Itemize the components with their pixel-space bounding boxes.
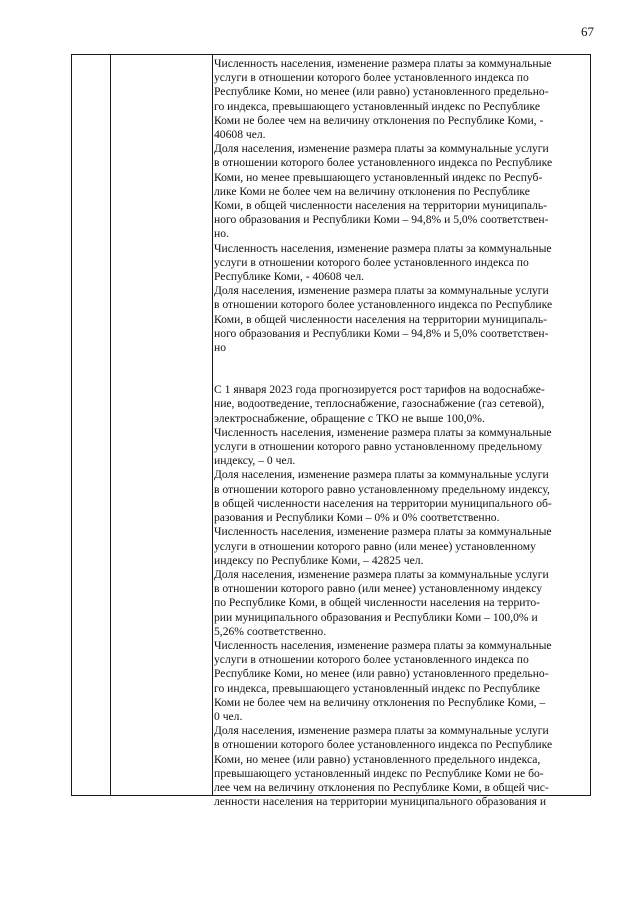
paragraph-spacer (214, 355, 586, 383)
text-line: Республике Коми, - 40608 чел. (214, 270, 365, 284)
paragraph-population-count (214, 242, 586, 285)
text-line: в общей численности населения на территории муниципального об- (214, 496, 552, 510)
text-line: в отношении которого более установленного индекса по Республике (214, 156, 553, 170)
page-number: 67 (581, 24, 594, 39)
paragraph-population-count (214, 57, 586, 142)
text-line: Численность населения, изменение размера платы за коммунальные (214, 425, 552, 439)
text-line: услуги в отношении которого более установленного индекса по (214, 71, 529, 85)
text-line: лике Коми не более чем на величину отклонения по Республике (214, 184, 530, 198)
text-line: 5,26% соответственно. (214, 624, 327, 638)
text-line: в отношении которого более установленного индекса по Республике (214, 738, 553, 752)
text-line: Доля населения, изменение размера платы за коммунальные услуги (214, 567, 549, 581)
text-line: 40608 чел. (214, 128, 266, 142)
text-line: индексу по Республике Коми, – 42825 чел. (214, 553, 424, 567)
text-line: услуги в отношении которого более установленного индекса по (214, 255, 529, 269)
text-line: лее чем на величину отклонения по Республике Коми, в общей чис- (214, 780, 549, 794)
text-line: ного образования и Республики Коми – 94,8% и 5,0% соответствен- (214, 326, 549, 340)
paragraph-population-count (214, 426, 586, 469)
text-line: услуги в отношении которого равно (или менее) установленному (214, 539, 536, 553)
text-line: услуги в отношении которого равно установленному предельному (214, 440, 543, 454)
text-line: С 1 января 2023 года прогнозируется рост тарифов на водоснабже- (214, 383, 545, 397)
text-line: услуги в отношении которого более установленного индекса по (214, 653, 529, 667)
text-line: в отношении которого равно (или менее) установленному индексу (214, 582, 542, 596)
text-line: превышающего установленный индекс по Республике Коми не бо- (214, 766, 544, 780)
text-line: Доля населения, изменение размера платы за коммунальные услуги (214, 468, 549, 482)
text-line: Численность населения, изменение размера платы за коммунальные (214, 57, 552, 70)
text-line: Численность населения, изменение размера платы за коммунальные (214, 241, 552, 255)
text-line: Коми, но менее превышающего установленный индекс по Респуб- (214, 170, 543, 184)
text-line: разования и Республики Коми – 0% и 0% соответственно. (214, 511, 500, 525)
column-divider-1 (110, 55, 111, 795)
text-line: Численность населения, изменение размера платы за коммунальные (214, 525, 552, 539)
table-cell-text (214, 57, 586, 809)
column-divider-2 (212, 55, 213, 795)
text-line: Коми, в общей численности населения на территории муниципаль- (214, 312, 548, 326)
text-line: Коми не более чем на величину отклонения по Республике Коми, – (214, 695, 546, 709)
paragraph-population-count (214, 639, 586, 724)
text-line: индексу, – 0 чел. (214, 454, 296, 468)
text-line: ленности населения на территории муниципального образования и (214, 795, 547, 809)
text-line: го индекса, превышающего установленный индекс по Республике (214, 681, 540, 695)
paragraph-population-share (214, 724, 586, 809)
paragraph-tariff-forecast (214, 383, 586, 426)
text-line: Республике Коми, но менее (или равно) установленного предельно- (214, 85, 549, 99)
paragraph-population-share (214, 468, 586, 525)
paragraph-population-count (214, 525, 586, 568)
text-line: но. (214, 227, 229, 241)
text-line: Доля населения, изменение размера платы за коммунальные услуги (214, 284, 549, 298)
text-line: ние, водоотведение, теплоснабжение, газоснабжение (газ сетевой), (214, 397, 545, 411)
text-line: Коми не более чем на величину отклонения по Республике Коми, - (214, 113, 544, 127)
text-line: рии муниципального образования и Республики Коми – 100,0% и (214, 610, 538, 624)
text-line: Численность населения, изменение размера платы за коммунальные (214, 638, 552, 652)
text-line: в отношении которого более установленного индекса по Республике (214, 298, 553, 312)
text-line: 0 чел. (214, 709, 243, 723)
text-line: но (214, 341, 227, 355)
text-line: Коми, но менее (или равно) установленного предельного индекса, (214, 752, 541, 766)
text-line: Коми, в общей численности населения на территории муниципаль- (214, 199, 548, 213)
paragraph-population-share (214, 568, 586, 639)
text-line: ного образования и Республики Коми – 94,8% и 5,0% соответствен- (214, 213, 549, 227)
text-line: го индекса, превышающего установленный индекс по Республике (214, 99, 540, 113)
text-line: Доля населения, изменение размера платы за коммунальные услуги (214, 724, 549, 738)
text-line: по Республике Коми, в общей численности населения на террито- (214, 596, 541, 610)
paragraph-population-share (214, 142, 586, 241)
text-line: электроснабжение, обращение с ТКО не выше 100,0%. (214, 411, 485, 425)
text-line: Доля населения, изменение размера платы за коммунальные услуги (214, 142, 549, 156)
text-line: Республике Коми, но менее (или равно) установленного предельно- (214, 667, 549, 681)
paragraph-population-share (214, 284, 586, 355)
text-line: в отношении которого равно установленному предельному индексу, (214, 482, 550, 496)
